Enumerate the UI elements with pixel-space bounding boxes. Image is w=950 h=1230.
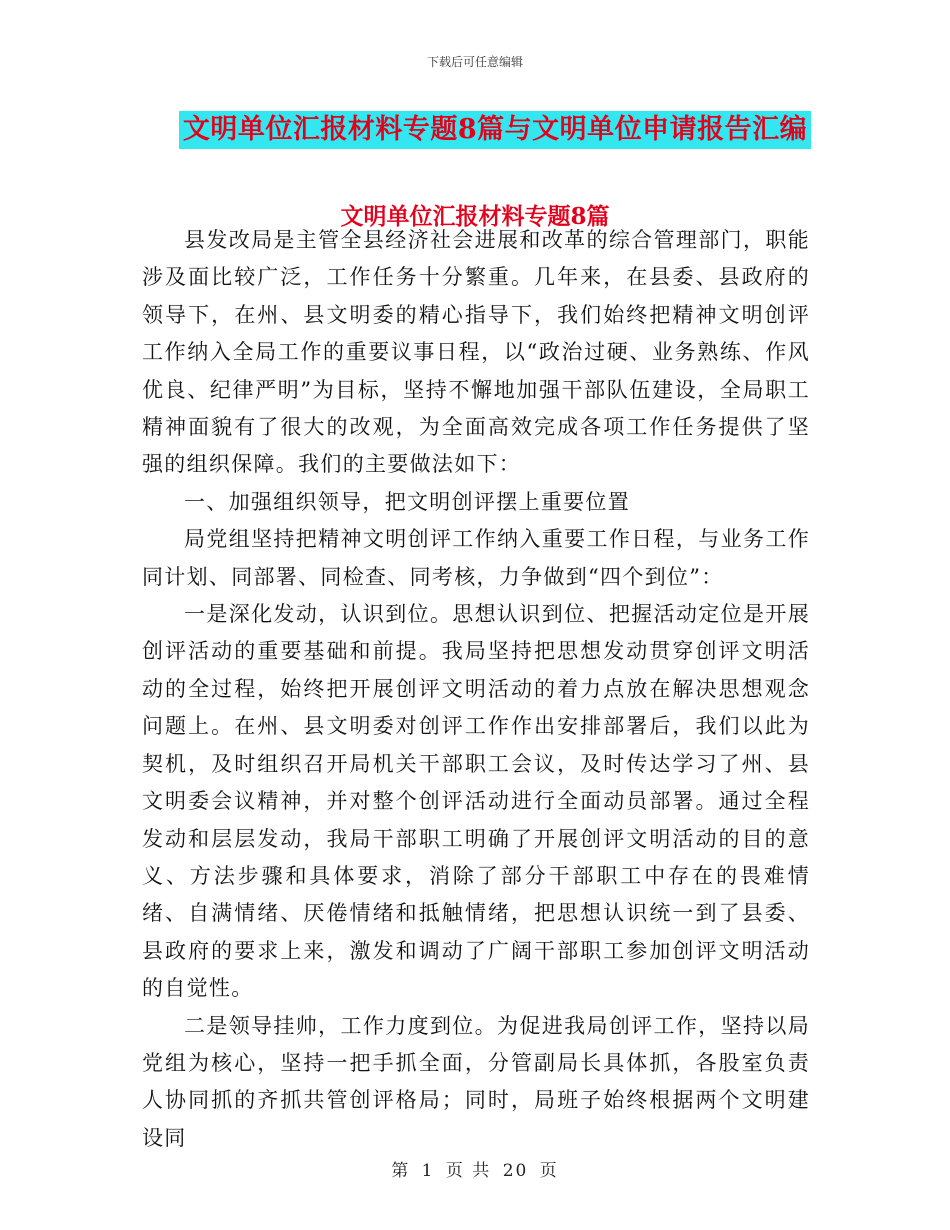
footer-total-pages: 20 — [502, 1161, 529, 1181]
paragraph-party-group: 局党组坚持把精神文明创评工作纳入重要工作日程，与业务工作同计划、同部署、同检查、同考核，力争做到“四个到位”： — [142, 527, 810, 589]
footer-prefix: 第 — [391, 1161, 411, 1181]
document-main-title: 文明单位汇报材料专题8篇与文明单位申请报告汇编 — [179, 111, 811, 149]
paragraph-point-two: 二是领导挂帅，工作力度到位。为促进我局创评工作，坚持以局党组为核心，坚持一把手抓全面，分管副局长具体抓，各股室负责人协同抓的齐抓共管创评格局；同时，局班子始终根据两个文明建设同 — [142, 1013, 810, 1150]
paragraph-section-heading: 一、加强组织领导，把文明创评摆上重要位置 — [184, 489, 630, 514]
footer-mid: 页 共 — [445, 1161, 492, 1181]
footer-suffix: 页 — [539, 1161, 559, 1181]
document-subtitle: 文明单位汇报材料专题8篇 — [340, 203, 610, 230]
paragraph-point-one: 一是深化发动，认识到位。思想认识到位、把握活动定位是开展创评活动的重要基础和前提。我局坚持把思想发动贯穿创评文明活动的全过程，始终把开展创评文明活动的着力点放在解决思想观念问题上。在州、县文明委对创评工作作出安排部署后，我们以此为契机，及时组织召开局机关干部职工会议，及时传达学习了州、县文明委会议精神，并对整个创评活动进行全面动员部署。通过全程发动和层层发动，我局干部职工明确了开展创评文明活动的目的意义、方法步骤和具体要求，消除了部分干部职工中存在的畏难情绪、自满情绪、厌倦情绪和抵触情绪，把思想认识统一到了县委、县政府的要求上来，激发和调动了广阔干部职工参加创评文明活动的自觉性。 — [142, 602, 810, 1001]
page-footer — [0, 1156, 950, 1181]
main-title-container — [0, 111, 950, 149]
paragraph-intro: 县发改局是主管全县经济社会进展和改革的综合管理部门，职能涉及面比较广泛，工作任务十分繁重。几年来，在县委、县政府的领导下，在州、县文明委的精心指导下，我们始终把精神文明创评工作纳入全局工作的重要议事日程，以“政治过硬、业务熟练、作风优良、纪律严明”为目标，坚持不懈地加强干部队伍建设，全局职工精神面貌有了很大的改观，为全面高效完成各项工作任务提供了坚强的组织保障。我们的主要做法如下： — [142, 228, 810, 477]
document-body — [142, 222, 810, 1157]
footer-page-number: 1 — [421, 1161, 435, 1181]
header-note: 下载后可任意编辑 — [426, 55, 523, 69]
